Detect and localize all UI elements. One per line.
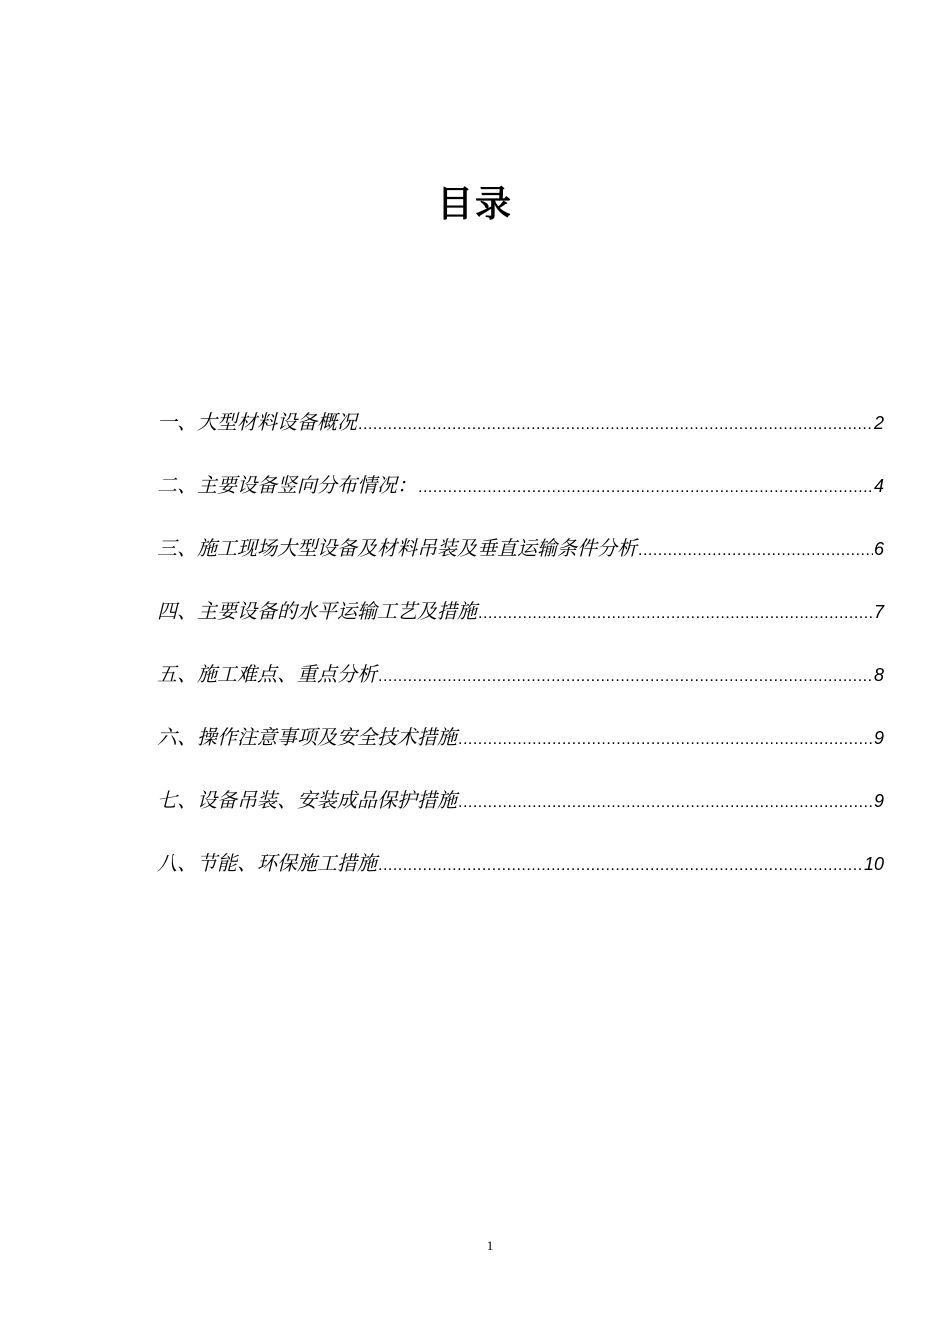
toc-entry-page: 8 <box>873 665 884 685</box>
toc-entry-text: 一、大型材料设备概况 <box>157 410 357 434</box>
toc-entry-text: 二、主要设备竖向分布情况： <box>157 473 417 497</box>
toc-entry-page: 6 <box>873 539 884 559</box>
page-number: 1 <box>486 1238 494 1253</box>
toc-entry-page: 2 <box>873 413 884 433</box>
toc-entry[interactable] <box>157 720 884 783</box>
toc-entry[interactable] <box>157 405 884 468</box>
toc-entry-page: 9 <box>873 728 884 748</box>
toc-entry[interactable] <box>157 657 884 720</box>
table-of-contents <box>157 405 884 909</box>
toc-entry[interactable] <box>157 594 884 657</box>
toc-dot-leader <box>378 849 863 883</box>
toc-dot-leader <box>458 786 873 820</box>
toc-entry-page: 10 <box>863 854 884 874</box>
toc-entry-text: 六、操作注意事项及安全技术措施 <box>157 725 457 749</box>
toc-dot-leader <box>638 534 873 568</box>
toc-dot-leader <box>458 723 873 757</box>
toc-entry-text: 三、施工现场大型设备及材料吊装及垂直运输条件分析 <box>157 536 637 560</box>
toc-entry-text: 八、节能、环保施工措施 <box>157 851 377 875</box>
toc-entry-page: 9 <box>873 791 884 811</box>
toc-entry-text: 四、主要设备的水平运输工艺及措施 <box>157 599 477 623</box>
page-title: 目录 <box>436 184 513 225</box>
toc-entry-page: 7 <box>873 602 884 622</box>
toc-dot-leader <box>418 471 873 505</box>
toc-dot-leader <box>378 660 873 694</box>
toc-entry-page: 4 <box>873 476 884 496</box>
toc-dot-leader <box>358 408 873 442</box>
toc-entry[interactable] <box>157 531 884 594</box>
toc-entry[interactable] <box>157 846 884 909</box>
toc-entry[interactable] <box>157 783 884 846</box>
toc-entry[interactable] <box>157 468 884 531</box>
toc-entry-text: 五、施工难点、重点分析 <box>157 662 377 686</box>
toc-dot-leader <box>478 597 873 631</box>
toc-entry-text: 七、设备吊装、安装成品保护措施 <box>157 788 457 812</box>
